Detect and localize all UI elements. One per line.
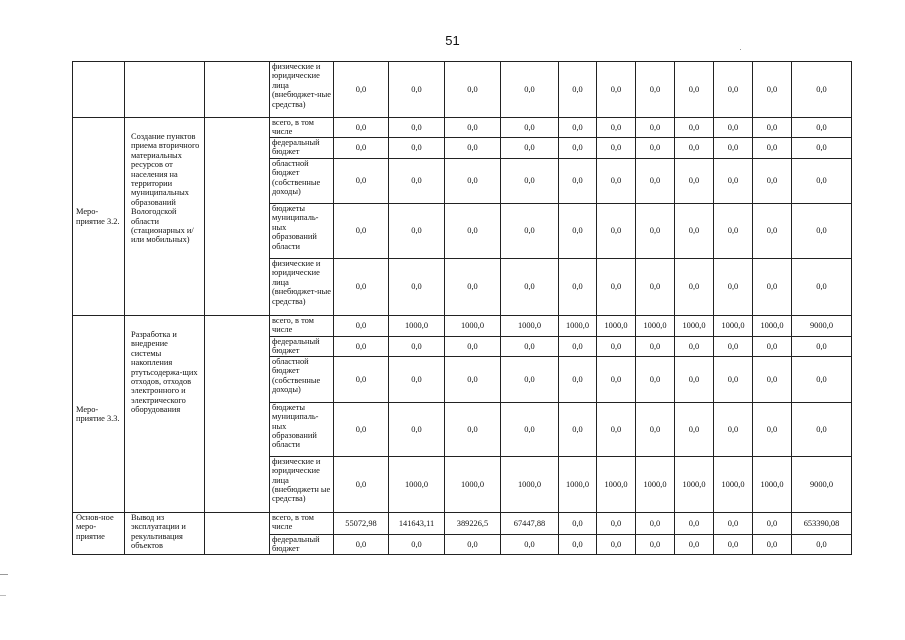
funding-source-cell: федеральный бюджет [270, 534, 334, 554]
table-row [73, 512, 852, 534]
scan-speck [740, 49, 741, 50]
executor-cell [205, 62, 270, 118]
value-cell: 0,0 [714, 62, 753, 118]
value-cell: 0,0 [501, 337, 559, 357]
value-cell: 0,0 [389, 259, 445, 316]
value-cell: 0,0 [714, 159, 753, 204]
value-cell: 0,0 [334, 259, 389, 316]
table-body [73, 62, 852, 555]
value-cell: 0,0 [753, 118, 792, 138]
total-value-cell: 0,0 [792, 534, 852, 554]
value-cell: 0,0 [559, 337, 597, 357]
value-cell: 0,0 [714, 534, 753, 554]
funding-source-cell: федеральный бюджет [270, 138, 334, 159]
value-cell: 0,0 [389, 402, 445, 456]
value-cell: 0,0 [334, 356, 389, 402]
activity-cell: Основ-ное меро-приятие [73, 512, 125, 554]
value-cell: 0,0 [714, 204, 753, 259]
value-cell: 0,0 [334, 159, 389, 204]
funding-source-cell: физические и юридические лица (внебюджет-ные средства) [270, 259, 334, 316]
value-cell: 0,0 [559, 62, 597, 118]
value-cell: 0,0 [389, 62, 445, 118]
value-cell: 0,0 [597, 159, 636, 204]
value-cell: 0,0 [597, 259, 636, 316]
funding-source-cell: физические и юридические лица (внебюджетн ые средства) [270, 456, 334, 512]
value-cell: 0,0 [753, 62, 792, 118]
executor-cell [205, 512, 270, 554]
value-cell: 0,0 [597, 138, 636, 159]
value-cell: 0,0 [559, 138, 597, 159]
value-cell: 0,0 [636, 259, 675, 316]
value-cell: 0,0 [675, 118, 714, 138]
value-cell: 0,0 [445, 138, 501, 159]
total-value-cell: 9000,0 [792, 456, 852, 512]
value-cell: 0,0 [714, 118, 753, 138]
value-cell: 0,0 [559, 512, 597, 534]
value-cell: 0,0 [445, 337, 501, 357]
value-cell: 0,0 [753, 138, 792, 159]
value-cell: 0,0 [445, 534, 501, 554]
value-cell: 1000,0 [559, 316, 597, 337]
activity-cell: Меро-приятие 3.3. [73, 316, 125, 513]
value-cell: 0,0 [597, 62, 636, 118]
value-cell: 0,0 [753, 204, 792, 259]
value-cell: 0,0 [636, 118, 675, 138]
value-cell: 0,0 [334, 316, 389, 337]
value-cell: 1000,0 [559, 456, 597, 512]
value-cell: 0,0 [559, 259, 597, 316]
value-cell: 0,0 [559, 402, 597, 456]
activity-cell [73, 62, 125, 118]
value-cell: 0,0 [636, 159, 675, 204]
value-cell: 0,0 [334, 62, 389, 118]
value-cell: 0,0 [753, 337, 792, 357]
value-cell: 0,0 [389, 138, 445, 159]
value-cell: 0,0 [597, 402, 636, 456]
value-cell: 1000,0 [753, 456, 792, 512]
total-value-cell: 0,0 [792, 356, 852, 402]
value-cell: 1000,0 [501, 316, 559, 337]
value-cell: 0,0 [389, 118, 445, 138]
value-cell: 1000,0 [597, 456, 636, 512]
value-cell: 1000,0 [753, 316, 792, 337]
funding-table [72, 61, 852, 555]
value-cell: 1000,0 [675, 316, 714, 337]
value-cell: 1000,0 [714, 316, 753, 337]
value-cell: 0,0 [753, 356, 792, 402]
value-cell: 1000,0 [389, 456, 445, 512]
value-cell: 0,0 [714, 402, 753, 456]
value-cell: 0,0 [753, 512, 792, 534]
value-cell: 0,0 [334, 402, 389, 456]
value-cell: 1000,0 [445, 456, 501, 512]
value-cell: 0,0 [501, 159, 559, 204]
total-value-cell: 0,0 [792, 402, 852, 456]
value-cell: 1000,0 [445, 316, 501, 337]
funding-source-cell: бюджеты муниципаль-ных образований области [270, 204, 334, 259]
value-cell: 0,0 [753, 534, 792, 554]
value-cell: 1000,0 [597, 316, 636, 337]
activity-name-cell [125, 62, 205, 118]
value-cell: 0,0 [714, 512, 753, 534]
value-cell: 55072,98 [334, 512, 389, 534]
value-cell: 0,0 [445, 118, 501, 138]
value-cell: 0,0 [636, 402, 675, 456]
margin-mark [0, 595, 6, 596]
value-cell: 0,0 [636, 534, 675, 554]
value-cell: 0,0 [597, 512, 636, 534]
total-value-cell: 0,0 [792, 159, 852, 204]
value-cell: 0,0 [501, 356, 559, 402]
value-cell: 0,0 [501, 204, 559, 259]
value-cell: 0,0 [636, 138, 675, 159]
value-cell: 0,0 [636, 62, 675, 118]
funding-source-cell: областной бюджет (собственные доходы) [270, 356, 334, 402]
value-cell: 0,0 [636, 204, 675, 259]
value-cell: 0,0 [501, 402, 559, 456]
value-cell: 0,0 [389, 337, 445, 357]
table-row [73, 62, 852, 118]
value-cell: 0,0 [753, 159, 792, 204]
funding-source-cell: физические и юридические лица (внебюджет-ные средства) [270, 62, 334, 118]
value-cell: 0,0 [501, 118, 559, 138]
value-cell: 0,0 [636, 512, 675, 534]
activity-cell: Меро-приятие 3.2. [73, 118, 125, 316]
activity-name-cell: Разработка и внедрение системы накопления ртутьсодержа-щих отходов, отходов электронного и электрического оборудования [125, 316, 205, 513]
value-cell: 0,0 [559, 118, 597, 138]
value-cell: 0,0 [675, 259, 714, 316]
value-cell: 0,0 [675, 204, 714, 259]
value-cell: 0,0 [714, 259, 753, 316]
value-cell: 0,0 [445, 204, 501, 259]
value-cell: 0,0 [714, 337, 753, 357]
funding-source-cell: всего, в том числе [270, 118, 334, 138]
value-cell: 0,0 [334, 337, 389, 357]
value-cell: 67447,88 [501, 512, 559, 534]
value-cell: 0,0 [675, 337, 714, 357]
table-row [73, 316, 852, 337]
value-cell: 0,0 [389, 534, 445, 554]
value-cell: 0,0 [445, 356, 501, 402]
value-cell: 0,0 [636, 337, 675, 357]
value-cell: 0,0 [334, 456, 389, 512]
value-cell: 0,0 [501, 138, 559, 159]
value-cell: 141643,11 [389, 512, 445, 534]
value-cell: 0,0 [753, 259, 792, 316]
value-cell: 0,0 [597, 534, 636, 554]
value-cell: 0,0 [445, 159, 501, 204]
value-cell: 0,0 [389, 356, 445, 402]
value-cell: 0,0 [675, 534, 714, 554]
value-cell: 0,0 [334, 118, 389, 138]
value-cell: 0,0 [334, 138, 389, 159]
total-value-cell: 0,0 [792, 337, 852, 357]
total-value-cell: 9000,0 [792, 316, 852, 337]
value-cell: 389226,5 [445, 512, 501, 534]
total-value-cell: 0,0 [792, 138, 852, 159]
value-cell: 0,0 [714, 356, 753, 402]
funding-source-cell: бюджеты муниципаль-ных образований области [270, 402, 334, 456]
value-cell: 0,0 [597, 337, 636, 357]
value-cell: 0,0 [675, 62, 714, 118]
value-cell: 1000,0 [501, 456, 559, 512]
total-value-cell: 0,0 [792, 118, 852, 138]
value-cell: 0,0 [501, 259, 559, 316]
funding-source-cell: областной бюджет (собственные доходы) [270, 159, 334, 204]
value-cell: 0,0 [675, 138, 714, 159]
value-cell: 1000,0 [389, 316, 445, 337]
value-cell: 0,0 [675, 402, 714, 456]
value-cell: 0,0 [559, 159, 597, 204]
value-cell: 1000,0 [636, 316, 675, 337]
executor-cell [205, 118, 270, 316]
activity-name-cell: Создание пунктов приема вторичного материальных ресурсов от населения на территории муниципальных образований Вологодской области (стационарных и/или мобильных) [125, 118, 205, 316]
value-cell: 0,0 [753, 402, 792, 456]
total-value-cell: 0,0 [792, 259, 852, 316]
value-cell: 0,0 [597, 204, 636, 259]
value-cell: 0,0 [445, 62, 501, 118]
total-value-cell: 653390,08 [792, 512, 852, 534]
value-cell: 0,0 [675, 159, 714, 204]
value-cell: 0,0 [334, 534, 389, 554]
value-cell: 0,0 [559, 356, 597, 402]
value-cell: 0,0 [675, 512, 714, 534]
value-cell: 0,0 [597, 356, 636, 402]
funding-source-cell: всего, в том числе [270, 512, 334, 534]
value-cell: 0,0 [714, 138, 753, 159]
value-cell: 1000,0 [675, 456, 714, 512]
value-cell: 1000,0 [636, 456, 675, 512]
margin-mark [0, 574, 8, 575]
value-cell: 1000,0 [714, 456, 753, 512]
value-cell: 0,0 [445, 259, 501, 316]
value-cell: 0,0 [501, 534, 559, 554]
funding-source-cell: федеральный бюджет [270, 337, 334, 357]
executor-cell [205, 316, 270, 513]
value-cell: 0,0 [597, 118, 636, 138]
funding-source-cell: всего, в том числе [270, 316, 334, 337]
value-cell: 0,0 [389, 204, 445, 259]
total-value-cell: 0,0 [792, 62, 852, 118]
total-value-cell: 0,0 [792, 204, 852, 259]
value-cell: 0,0 [501, 62, 559, 118]
value-cell: 0,0 [389, 159, 445, 204]
value-cell: 0,0 [559, 204, 597, 259]
value-cell: 0,0 [334, 204, 389, 259]
value-cell: 0,0 [636, 356, 675, 402]
value-cell: 0,0 [675, 356, 714, 402]
table-row [73, 118, 852, 138]
page-number: 51 [445, 33, 460, 48]
value-cell: 0,0 [445, 402, 501, 456]
value-cell: 0,0 [559, 534, 597, 554]
activity-name-cell: Вывод из эксплуатации и рекультивация объектов [125, 512, 205, 554]
